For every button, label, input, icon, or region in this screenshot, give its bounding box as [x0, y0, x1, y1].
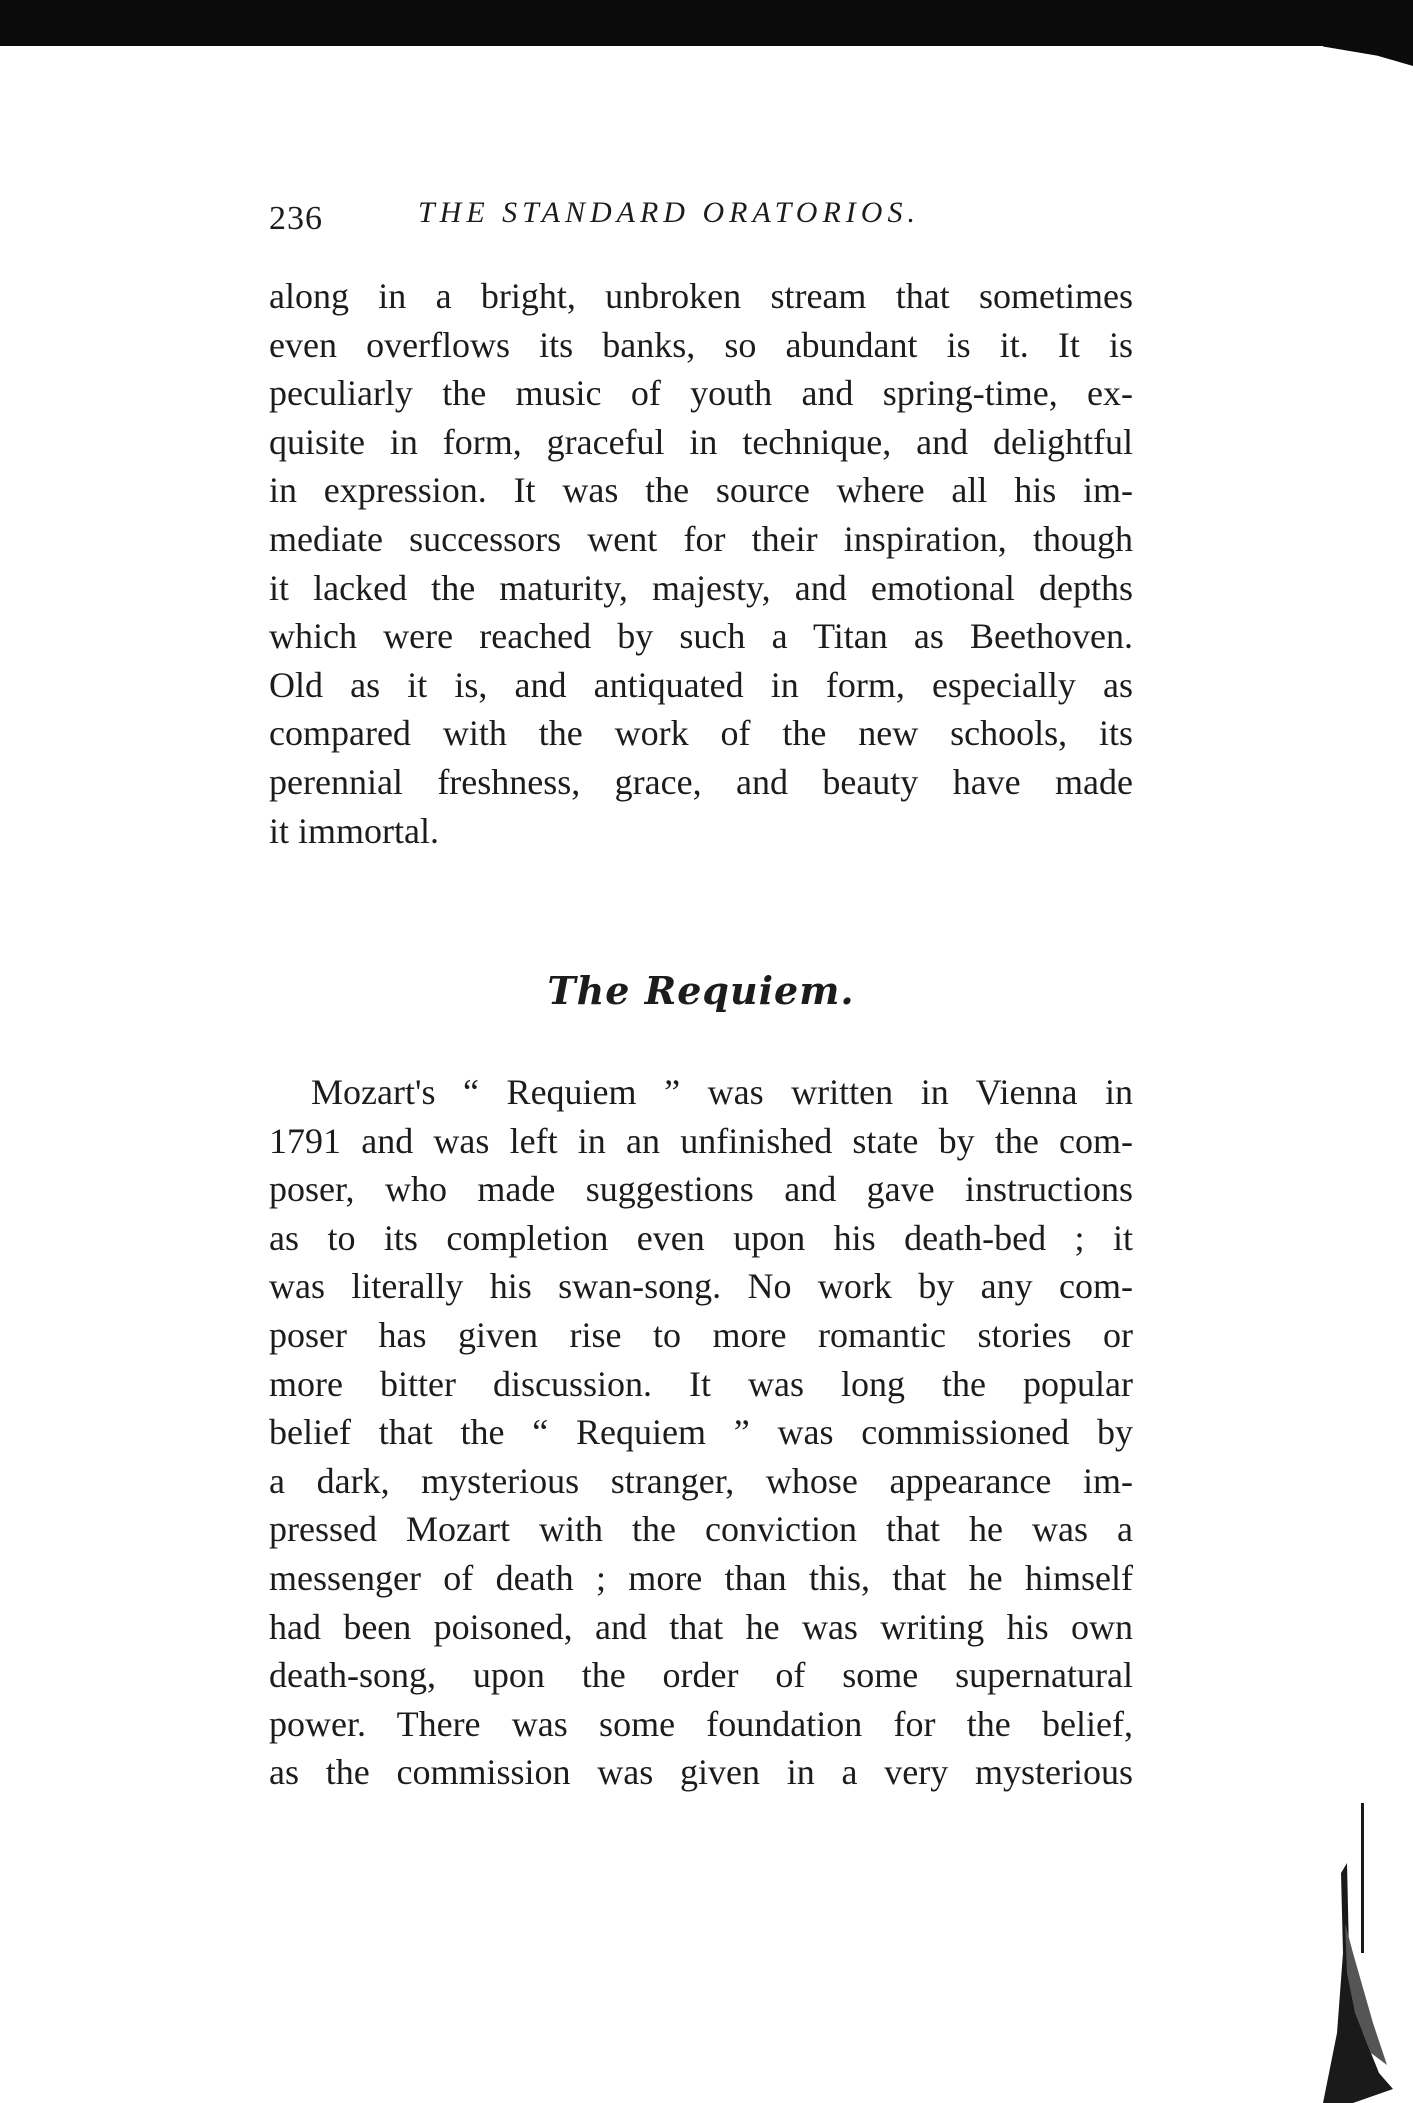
running-head — [269, 196, 1133, 256]
text-line: mediate successors went for their inspiration, though — [269, 518, 1133, 559]
scan-edge-shadow — [1283, 1803, 1413, 2103]
running-title: THE STANDARD ORATORIOS. — [418, 196, 920, 229]
scan-top-border-tail — [1323, 40, 1413, 66]
text-line: along in a bright, unbroken stream that sometimes — [269, 276, 1133, 316]
text-line: it lacked the maturity, majesty, and emotional depths — [269, 567, 1133, 608]
text-line: Old as it is, and antiquated in form, especially as — [269, 664, 1133, 705]
text-line: death-song, upon the order of some supernatural — [269, 1655, 1133, 1696]
text-line: 1791 and was left in an unfinished state by the com- — [269, 1120, 1133, 1161]
text-line: power. There was some foundation for the belief, — [269, 1703, 1133, 1744]
text-line: belief that the “ Requiem ” was commissioned by — [269, 1412, 1133, 1453]
text-line: even overflows its banks, so abundant is it. It is — [269, 324, 1133, 365]
text-line: perennial freshness, grace, and beauty have made — [269, 761, 1133, 802]
section-heading: The Requiem. — [547, 968, 855, 1013]
text-line: as to its completion even upon his death-bed ; it — [269, 1217, 1133, 1258]
text-line: in expression. It was the source where all his im- — [269, 470, 1133, 511]
text-line: it immortal. — [269, 810, 439, 851]
text-line: compared with the work of the new schools, its — [269, 713, 1133, 754]
text-line: pressed Mozart with the conviction that he was a — [269, 1509, 1133, 1550]
text-line: more bitter discussion. It was long the popular — [269, 1363, 1133, 1404]
scan-top-border — [0, 0, 1413, 46]
paragraph-1 — [269, 272, 1133, 855]
text-line: messenger of death ; more than this, that he himself — [269, 1557, 1133, 1598]
text-line: had been poisoned, and that he was writing his own — [269, 1606, 1133, 1647]
text-line: as the commission was given in a very mysterious — [269, 1752, 1133, 1793]
text-line: peculiarly the music of youth and spring-time, ex- — [269, 373, 1133, 414]
text-line: quisite in form, graceful in technique, and delightful — [269, 421, 1133, 462]
text-line: was literally his swan-song. No work by any com- — [269, 1266, 1133, 1307]
text-line: which were reached by such a Titan as Beethoven. — [269, 616, 1133, 657]
text-line: Mozart's “ Requiem ” was written in Vienna in — [311, 1072, 1133, 1112]
text-line: a dark, mysterious stranger, whose appearance im- — [269, 1460, 1133, 1501]
text-line: poser has given rise to more romantic stories or — [269, 1314, 1133, 1355]
page-number: 236 — [269, 200, 323, 237]
paragraph-2 — [269, 1068, 1133, 1797]
text-line: poser, who made suggestions and gave instructions — [269, 1169, 1133, 1210]
